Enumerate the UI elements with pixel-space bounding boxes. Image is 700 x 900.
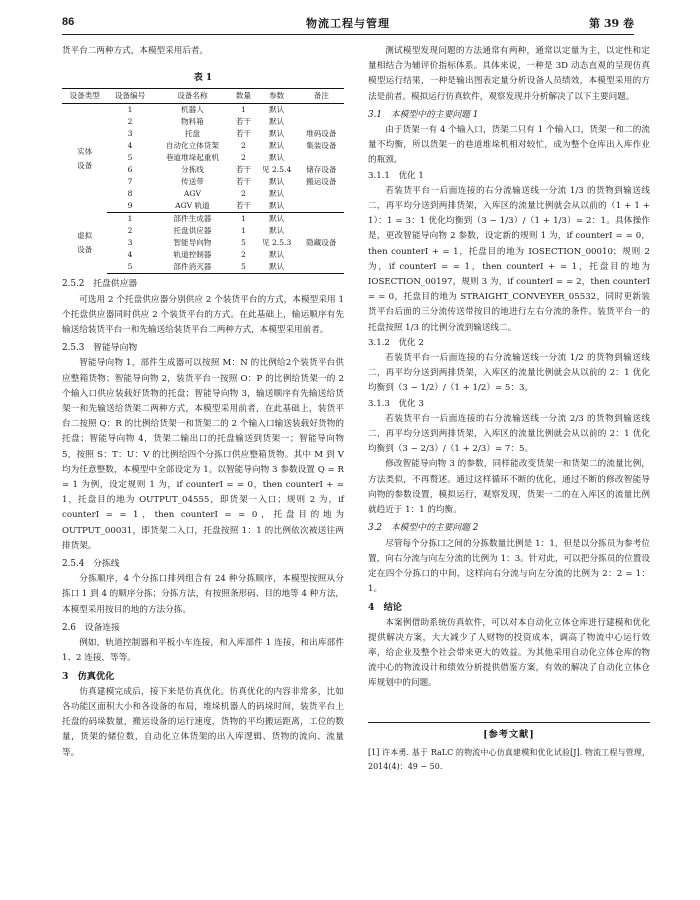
table-cell: 7 [127,177,133,187]
section-3-1-3-body-2: 修改智能导向物 3 的参数，同样能改变货架一和货架二的流量比例，方法类似，不再赘述。通过这样循环不断的优化，通过不断的修改智能导向物的参数设置，模拟运行，观察发现，货架一二的在入库区的流量比例就趋近于 1：1 的均衡。 [368,459,650,516]
left-column [62,44,344,761]
table-cell: 若干 [235,165,252,175]
table-cell: 2 [241,141,246,151]
reference-item: [1] 许本勇. 基于 RaLC 的物流中心仿真建模和优化试验[J]. 物流工程与管理，2014(4)：49 − 50. [368,747,650,771]
table-cell: 默认 [269,117,285,127]
table-cell: 2 [241,189,246,199]
table-cell: 智能导向物 [173,238,212,248]
intro-paragraph: 测试模型发现问题的方法通常有两种，通常以定量为主，以定性和定量相结合为辅评价指标体系。具体来说，一种是 3D 动态直观的呈现仿真模型运行结果，一种是输出图表定量分析设备人员绩效，本模型采用的方法是前者。模拟运行仿真软件，观察发现并分析解决了以下主要问题。 [368,46,650,102]
table-cell: 默认 [269,250,285,260]
table-cell [299,225,344,237]
table-cell: 自动化立体货架 [165,141,219,151]
journal-title: 物流工程与管理 [306,17,390,30]
table-cell: 9 [107,200,152,213]
table-header: 参数 [255,89,299,104]
table-cell: 物料箱 [181,117,204,127]
table-cell: 轨道控制器 [173,250,212,260]
references-heading-text: [参考文献] [483,728,535,740]
section-2-5-4-title: 2.5.4 分拣线 [62,559,120,570]
table-header-row [62,89,344,104]
page-number: 86 [62,16,75,28]
table-header: 数量 [232,89,255,104]
table-cell: 2 [241,153,246,163]
table-cell: 见 2.5.4 [262,165,292,175]
section-2-5-3-title: 2.5.3 智能导向物 [62,343,138,354]
table-row [62,213,344,226]
table-cell: 若干 [232,200,255,213]
table-cell [299,249,344,261]
table-cell: AGV 轨道 [153,200,232,213]
section-3-1-1-body: 若装货平台一后面连接的右分流输送线一分流 1/3 的货物到输送线二，再平均分送到两排货架，入库区的流量比例就会从以前的（1 + 1 + 1）：1 = 3：1 优化均衡到（3 − 1/3）/（1 + 1/3）= 2：1。具体操作是，更改智能导向物 2 参数，设定新的规则 1 为，if counterI = = 0，then counterI + = 1，托盘目的地为 IOSECTION_00010；规则 2 为，if counterI = = 1，then counterI + = 1，托盘目的地为 IOSECTION_00197，规则 3 为，if counterI = = 2，then counterI = = 0，托盘目的地为 STRAIGHT_CONVEYER_05532，同时更新装货平台后面的三分流传送带按目的地进行左右分流的条件。装货平台一的托盘按照 1/3 的比例分流到输送线二。 [368,185,650,333]
section-4-body: 本案例借助系统仿真软件，可以对本自动化立体仓库进行建模和优化提供解决方案，大大减少了人财物的投资成本，调高了物流中心运行效率，给企业及整个社会带来更大的效益。为其他采用自动化立体仓库的物流中心的物流设计和绩效分析提供借鉴方案，有效的解决了自动化立体仓库规划中的问题。 [368,617,650,689]
table-cell [299,104,344,117]
table-header: 设备类型 [62,89,107,104]
table-cell: 4 [127,250,133,260]
table-cell: 部件消灭器 [153,261,232,274]
table-cell: 托盘供应器 [173,226,212,236]
section-3-1-3-title: 3.1.3 优化 3 [368,398,424,409]
table-cell: 1 [241,105,246,115]
section-3-1-2-body: 若装货平台一后面连接的右分流输送线一分流 1/2 的货物到输送线二，再平均分送到两排货架，入库区的流量比例就会从以前的 2：1 优化均衡到（3 − 1/2）/（1 + 1/2）= 5：3。 [368,353,650,394]
table-caption: 表 1 [193,73,213,84]
table-cell: 若干 [235,117,252,127]
table-cell: 分拣线 [181,165,204,175]
table-cell: 集装设备 [306,141,337,151]
section-3-1-2-title: 3.1.2 优化 2 [368,337,424,348]
section-3-2-title: 3.2 本模型中的主要问题 2 [368,523,479,534]
intro-line: 货平台二两种方式，本模型采用后者。 [62,46,209,56]
section-3-body: 仿真建模完成后，接下来是仿真优化。仿真优化的内容非常多，比如各功能区面积大小和各设备的布局，堆垛机器人的码垛时间，装货平台上托盘的码垛数量，搬运设备的运行速度，货物的平均搬运距离，工位的数量，货架的储位数，自动化立体货架的出入库逻辑、货物的流向、流量等。 [62,686,344,758]
section-3-title: 3 仿真优化 [62,671,115,683]
table-cell: 1 [241,226,246,236]
table-cell: 见 2.5.3 [262,238,292,248]
table-cell: 巷道堆垛起重机 [165,153,219,163]
equipment-table [62,88,344,274]
section-3-1-body: 由于货架一有 4 个输入口，货架二只有 1 个输入口，货架一和二的流量不均衡，所以货架一的巷道堆垛机相对较忙，成为整个仓库出入库作业的瓶颈。 [368,125,650,166]
table-cell: 若干 [235,177,252,187]
table-body [62,104,344,274]
table-cell [299,152,344,164]
table-cell: 5 [241,238,246,248]
section-2-5-2-body: 可选用 2 个托盘供应器分别供应 2 个装货平台的方式，本模型采用 1 个托盘供应器同时供应 2 个装货平台的方式。在此基础上，输运顺序有先输送给装货平台一和先输送给装货平台二两种方式，本模型采用前者。 [62,294,344,336]
table-header: 设备名称 [153,89,232,104]
table-cell-device-type: 虚拟 设备 [77,231,93,255]
section-3-1-1-title: 3.1.1 优化 1 [368,170,424,181]
table-cell-device-type: 实体 设备 [77,146,93,170]
table-cell: 默认 [269,189,285,199]
table-cell: 5 [232,261,255,274]
table-cell: 6 [127,165,133,175]
table-cell: 隐藏设备 [306,238,337,248]
table-cell: 机器人 [181,105,204,115]
table-cell: 若干 [235,129,252,139]
table-cell: 默认 [255,261,299,274]
section-3-1-3-body: 若装货平台一后面连接的右分流输送线一分流 2/3 的货物到输送线二，再平均分送到两排货架，入库区的流量比例就会从以前的 2：1 优化均衡到（3 − 2/3）/（1 + 2/3）= 7：5。 [368,413,650,455]
table-cell: 默认 [269,105,285,115]
table-row [62,104,344,117]
table-cell: 托盘 [184,129,200,139]
table-cell: 默认 [269,214,285,224]
table-cell [299,200,344,213]
table-cell: 4 [127,141,133,151]
references-heading [368,722,650,742]
table-cell [299,213,344,226]
table-cell: 1 [127,105,133,115]
table-cell [299,261,344,274]
table-cell: 堆码设备 [306,129,337,139]
section-2-5-2-title: 2.5.2 托盘供应器 [62,279,138,290]
table-cell: 1 [241,214,246,224]
right-column [368,44,650,774]
section-2-5-3-body: 智能导向物 1，部件生成器可以按照 M：N 的比例给2个装货平台供应整箱货物；智能导向物 2，装货平台一按照 O：P 的比例给货架一的 2 个输入口供应装载好货物的托盘；智能导向物 3，输送顺序有先输送给货架一和先输送给货架二两种方式，本模型采用前者，在此基础上，装货平台二按照 Q：R 的比例给货架一和货架二的 2 个输入口输送装载好货物的托盘；智能导向物 4，货架二输出口的托盘输送到货架一；智能导向物 5，按照 S：T：U：V 的比例给四个分拣口供应整箱货物。其中 M 到 V 均为任意整数，本模型中全部设定为 1。以智能导向物 3 参数设置 Q = R = 1 为例，设定规则 1 为，if counterI = = 0，then counterI + = 1，托盘目的地为 OUTPUT_04555，即货架一入口；规则 2 为，if counterI = = 1，then counterI = = 0，托盘目的地为 OUTPUT_00031，即货架二入口，托盘按照 1：1 的比例依次被送往两排货架。 [62,358,344,551]
section-2-5-4-body: 分拣顺序，4 个分拣口排列组合有 24 种分拣顺序，本模型按照从分拣口 1 到 4 的顺序分拣；分拣方法，有按照条形码、目的地等 4 种方法，本模型采用按目的地的方法分拣。 [62,574,345,615]
table-cell: 2 [127,226,133,236]
table-cell: 默认 [269,226,285,236]
table-cell: AGV [183,189,201,199]
table-cell: 2 [241,250,246,260]
table-cell: 默认 [269,177,285,187]
section-3-2-body: 尽管每个分拣口之间的分拣数量比例是 1：1，但是以分拣员为参考位置，向右分流与向左分流的比例为 1：3。针对此，可以把分拣员的位置设定在四个分拣口的中间，这样向右分流与向左分流的比例为 2：2 = 1：1。 [368,538,650,595]
table-cell: 搬运设备 [306,177,337,187]
section-4-title: 4 结论 [368,602,402,614]
table-cell [299,116,344,128]
table-cell: 3 [127,129,133,139]
table-cell: 5 [107,261,152,274]
table-cell: 2 [127,117,133,127]
table-cell: 默认 [269,141,285,151]
table-cell: 8 [127,189,133,199]
table-cell [299,188,344,200]
volume-label: 第 39 卷 [589,17,634,30]
table-cell: 储存设备 [306,165,337,175]
section-2-6-body: 例如，轨道控制器和平板小车连接，和入库部件 1 连接，和出库部件 1、2 连接，等等。 [62,638,344,664]
table-cell: 默认 [255,200,299,213]
table-cell: 部件生成器 [173,214,212,224]
section-2-6-title: 2.6 设备连接 [62,622,120,633]
table-cell: 传送带 [181,177,204,187]
section-3-1-title: 3.1 本模型中的主要问题 1 [368,109,479,120]
table-header: 设备编号 [107,89,152,104]
running-header [62,14,634,35]
table-cell: 默认 [269,153,285,163]
table-cell: 5 [127,153,133,163]
table-header: 备注 [299,89,344,104]
table-cell: 1 [127,214,133,224]
table-cell: 3 [127,238,133,248]
table-cell: 默认 [269,129,285,139]
